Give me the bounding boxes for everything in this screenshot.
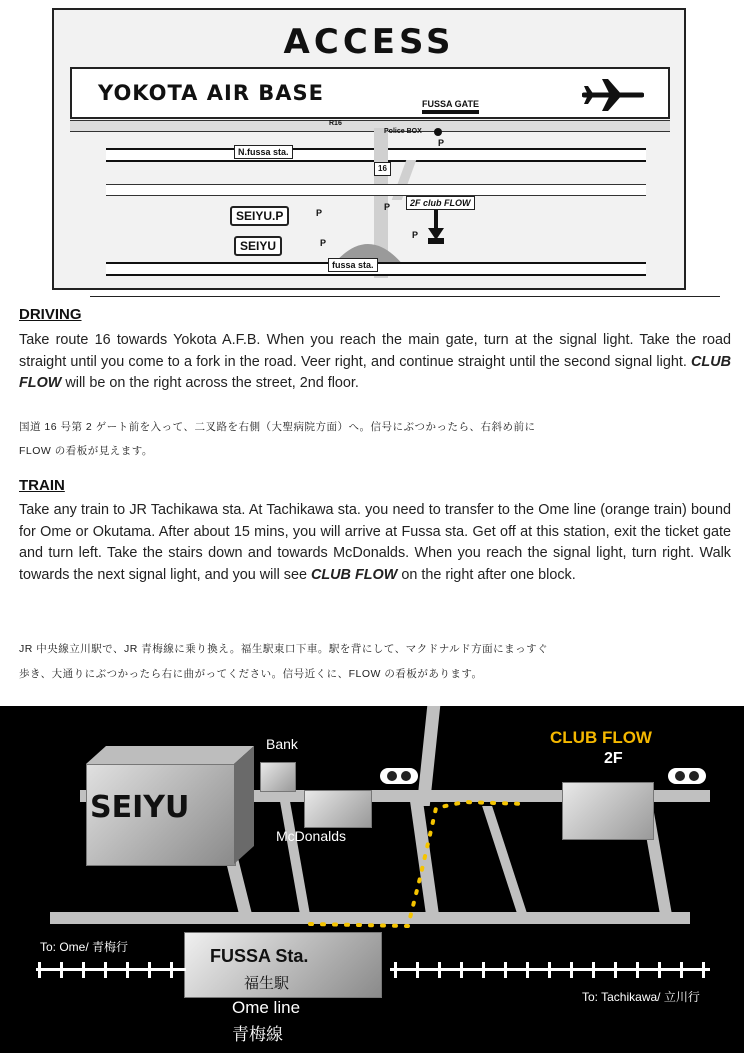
railway-tie <box>526 962 529 978</box>
club-flow-emphasis: CLUB FLOW <box>310 566 398 583</box>
railway-tie <box>636 962 639 978</box>
driving-text-1: Take route 16 towards Yokota A.F.B. When you reach the main gate, turn at the signal light. Take the road straight until you come to a fork in the road. Veer right, and continue straight until the second signal light. <box>19 332 731 370</box>
parking-mark: P <box>438 138 445 148</box>
route-16-road <box>70 120 670 132</box>
airplane-icon <box>582 77 644 113</box>
parking-mark: P <box>316 208 323 218</box>
route-number-label: 16 <box>374 162 391 176</box>
police-box-label: Police BOX <box>384 128 422 135</box>
driving-text <box>19 330 731 395</box>
seiyu-building-label: SEIYU <box>90 790 190 825</box>
train-text <box>19 500 731 586</box>
railway-tie <box>658 962 661 978</box>
station-jp-label: 福生駅 <box>244 975 290 992</box>
parking-mark: P <box>384 202 391 212</box>
access-title: ACCESS <box>283 22 455 62</box>
train-jp-2: 歩き、大通りにぶつかったら右に曲がってください。信号近くに、FLOW の看板があります。 <box>19 668 483 680</box>
railway-tie <box>482 962 485 978</box>
ome-line-jp-label: 青梅線 <box>232 1025 283 1044</box>
club-flow-label: CLUB FLOW <box>550 728 652 747</box>
railway-tie <box>38 962 41 978</box>
railway-tie <box>592 962 595 978</box>
n-fussa-sta-label: N.fussa sta. <box>234 145 293 159</box>
arrow-down-icon <box>426 210 446 244</box>
seiyu-parking-label: SEIYU.P <box>230 206 289 226</box>
parking-mark: P <box>320 238 327 248</box>
to-ome-label: To: Ome/ 青梅行 <box>40 940 129 954</box>
middle-road <box>106 184 646 196</box>
bottom-map <box>0 706 744 1053</box>
train-jp-1: JR 中央線立川駅で、JR 青梅線に乗り換え。福生駅東口下車。駅を背にして、マクドナルド方面にまっすぐ <box>19 643 549 655</box>
railway-tie <box>82 962 85 978</box>
driving-jp-1: 国道 16 号第 2 ゲート前を入って、二叉路を右側（大聖病院方面）へ。信号にぶつかったら、右斜め前に <box>19 421 536 433</box>
air-base-label: YOKOTA AIR BASE <box>98 81 325 105</box>
driving-text-2: will be on the right across the street, 2nd floor. <box>65 375 359 391</box>
railway-tie <box>680 962 683 978</box>
railway-tie <box>504 962 507 978</box>
driving-jp-2: FLOW の看板が見えます。 <box>19 445 153 457</box>
parking-mark: P <box>412 230 419 240</box>
railway-tie <box>104 962 107 978</box>
fussa-sta-label: fussa sta. <box>328 258 378 272</box>
club-flow-label: 2F club FLOW <box>406 196 475 210</box>
railway-tie <box>170 962 173 978</box>
bank-label: Bank <box>266 736 298 752</box>
railway-tie <box>614 962 617 978</box>
railway-tie <box>126 962 129 978</box>
railway-tie <box>148 962 151 978</box>
railway-tie <box>394 962 397 978</box>
access-map <box>52 8 686 290</box>
mcdonalds-label: McDonalds <box>276 828 347 844</box>
seiyu-label: SEIYU <box>234 236 282 256</box>
police-icon <box>432 126 444 138</box>
station-label: FUSSA Sta. <box>210 946 309 966</box>
driving-heading: DRIVING <box>19 306 82 323</box>
fussa-gate-label: FUSSA GATE <box>422 99 479 114</box>
route-label: R16 <box>329 120 342 127</box>
railway-tie <box>570 962 573 978</box>
railway-tie <box>460 962 463 978</box>
railway-tie <box>416 962 419 978</box>
railway-tie <box>548 962 551 978</box>
train-text-1: Take any train to JR Tachikawa sta. At Tachikawa sta. you need to transfer to the Ome line (orange train) bound for Ome or Okutama. After about 15 mins, you will arrive at Fussa sta. Get off at this station, exit the ticket gate and turn left. Take the stairs down and towards McDonalds. When you reach the signal light, turn right. Walk towards the next signal light, and you will see <box>19 502 731 583</box>
train-text-2: on the right after one block. <box>401 566 576 583</box>
to-tachikawa-label: To: Tachikawa/ 立川行 <box>582 990 700 1004</box>
railway-tie <box>702 962 705 978</box>
railway-tie <box>438 962 441 978</box>
floor-label: 2F <box>604 750 623 767</box>
air-base-box <box>70 67 670 119</box>
train-heading: TRAIN <box>19 477 65 494</box>
section-divider <box>90 296 720 297</box>
ome-line-label: Ome line <box>232 998 301 1017</box>
railway-tie <box>60 962 63 978</box>
railway-track-west <box>36 968 186 971</box>
club-flow-emphasis: CLUB FLOW <box>19 353 731 391</box>
